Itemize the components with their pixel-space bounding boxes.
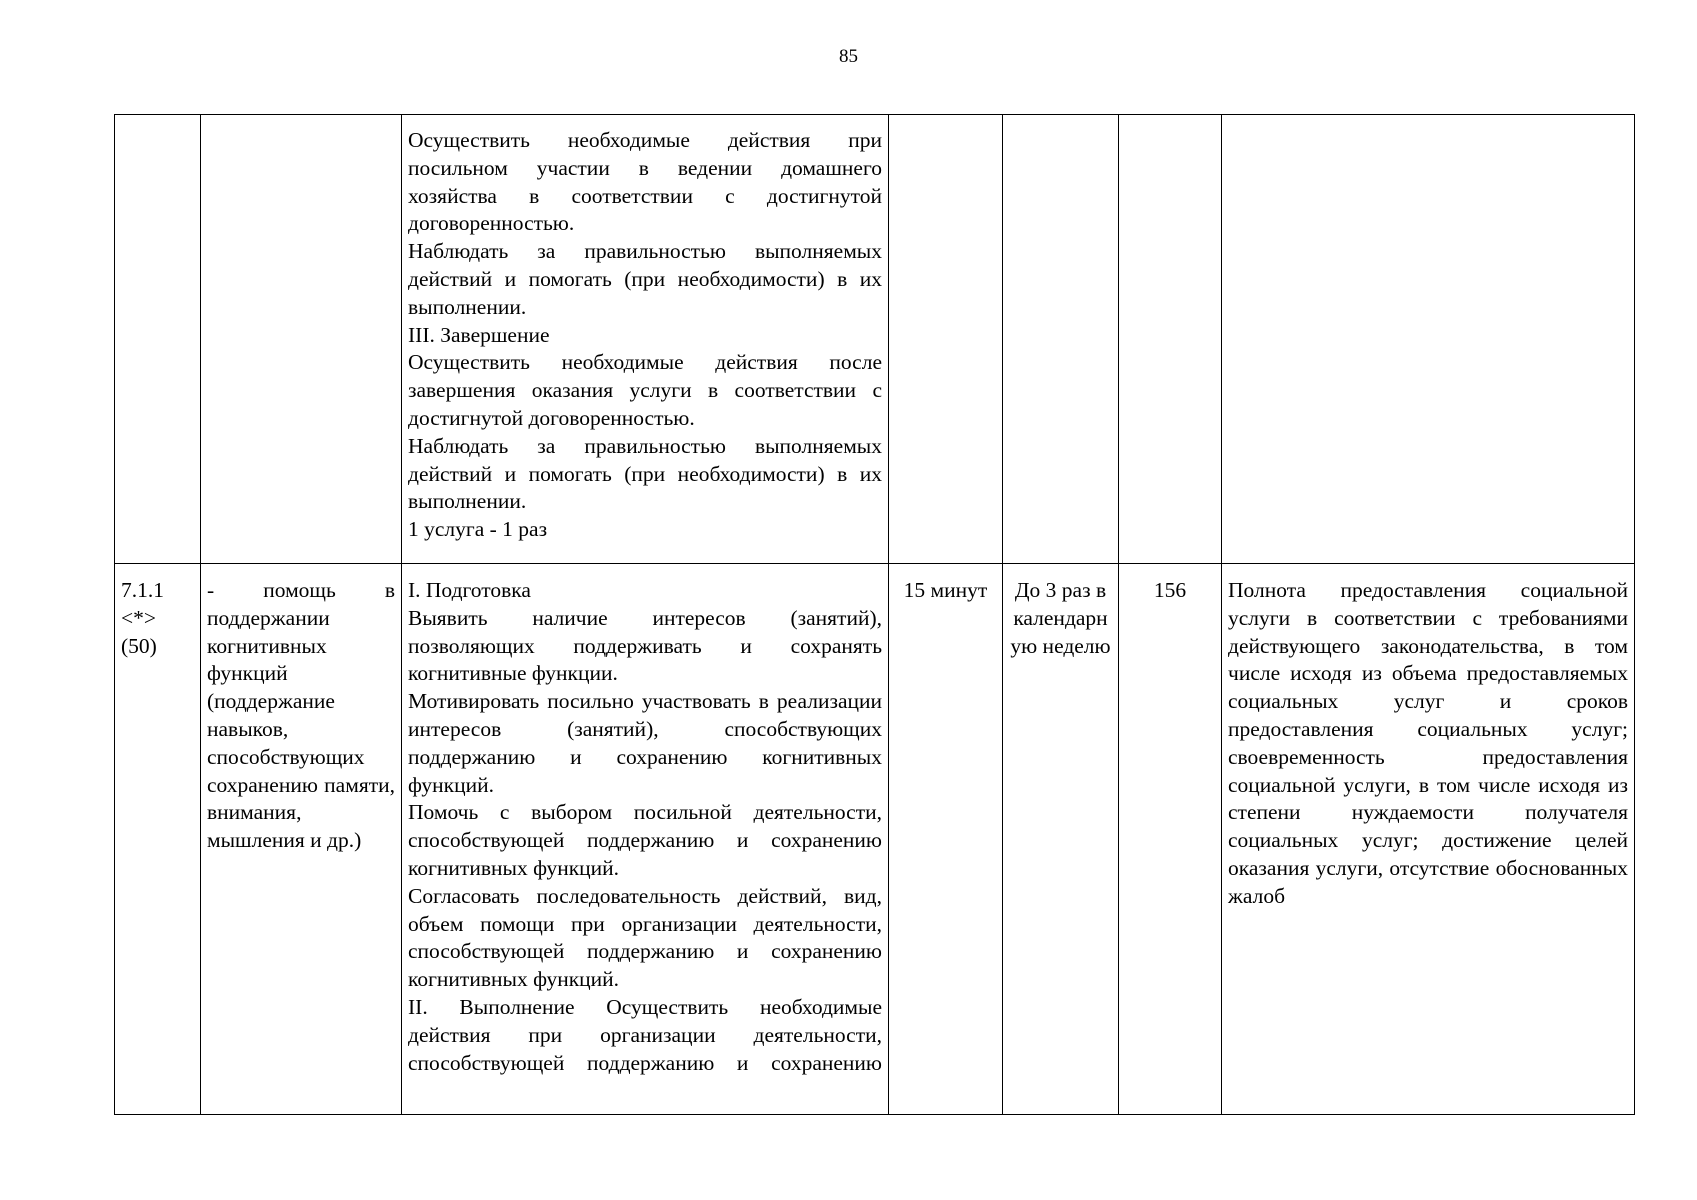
quality-cell: Полнота предоставления социальной услуги в соответствии с требованиями действующего законодательства, в том числе исходя из объема предоставляемых социальных услуг и сроков предоставления социальных услуг; своевременность предоставления социальной услуги, в том числе исходя из степени нуждаемости получателя социальных услуг; достижение целей оказания услуги, отсутствие обоснованных жалоб — [1222, 564, 1635, 1115]
services-table — [114, 114, 1635, 1115]
quality-cell — [1222, 115, 1635, 564]
content-paragraph: 1 услуга - 1 раз — [408, 517, 548, 542]
content-paragraph: Мотивировать посильно участвовать в реализации интересов (занятий), способствующих поддержанию и сохранению когнитивных функций. — [408, 689, 882, 797]
content-paragraph: Наблюдать за правильностью выполняемых действий и помогать (при необходимости) в их выполнении. — [408, 239, 882, 319]
content-paragraph: II. Выполнение Осуществить необходимые действия при организации деятельности, способствующей поддержанию и сохранению — [408, 994, 882, 1075]
content-paragraph: Выявить наличие интересов (занятий), позволяющих поддерживать и сохранять когнитивные функции. — [408, 605, 882, 686]
duration-cell — [889, 115, 1003, 564]
table-row-continuation — [115, 115, 1635, 564]
content-paragraph: Наблюдать за правильностью выполняемых действий и помогать (при необходимости) в их выполнении. — [408, 433, 882, 514]
content-paragraph: Помочь с выбором посильной деятельности, способствующей поддержанию и сохранению когнитивных функций. — [408, 800, 882, 880]
service-name-cell: - помощь в поддержании когнитивных функций (поддержание навыков, способствующих сохранению памяти, внимания, мышления и др.) — [201, 564, 402, 1115]
duration-cell: 15 минут — [889, 564, 1003, 1115]
frequency-cell: До 3 раз в календарную неделю — [1003, 564, 1119, 1115]
content-paragraph: Осуществить необходимые действия при посильном участии в ведении домашнего хозяйства в соответствии с достигнутой договоренностью. — [408, 128, 882, 236]
content-paragraph: I. Подготовка — [408, 578, 531, 602]
code-cell — [115, 115, 201, 564]
content-paragraph: Осуществить необходимые действия после завершения оказания услуги в соответствии с достигнутой договоренностью. — [408, 350, 882, 430]
page-number: 85 — [839, 46, 858, 67]
code-cell: 7.1.1 <*> (50) — [115, 564, 201, 1115]
frequency-cell — [1003, 115, 1119, 564]
tariff-cell: 156 — [1119, 564, 1222, 1115]
table-row-service — [115, 564, 1635, 1115]
content-paragraph: Согласовать последовательность действий, вид, объем помощи при организации деятельности, способствующей поддержанию и сохранению когнитивных функций. — [408, 883, 882, 992]
service-name-cell — [201, 115, 402, 564]
service-content-cell — [402, 115, 889, 564]
service-content-cell — [402, 564, 889, 1115]
content-paragraph: III. Завершение — [408, 322, 550, 347]
tariff-cell — [1119, 115, 1222, 564]
